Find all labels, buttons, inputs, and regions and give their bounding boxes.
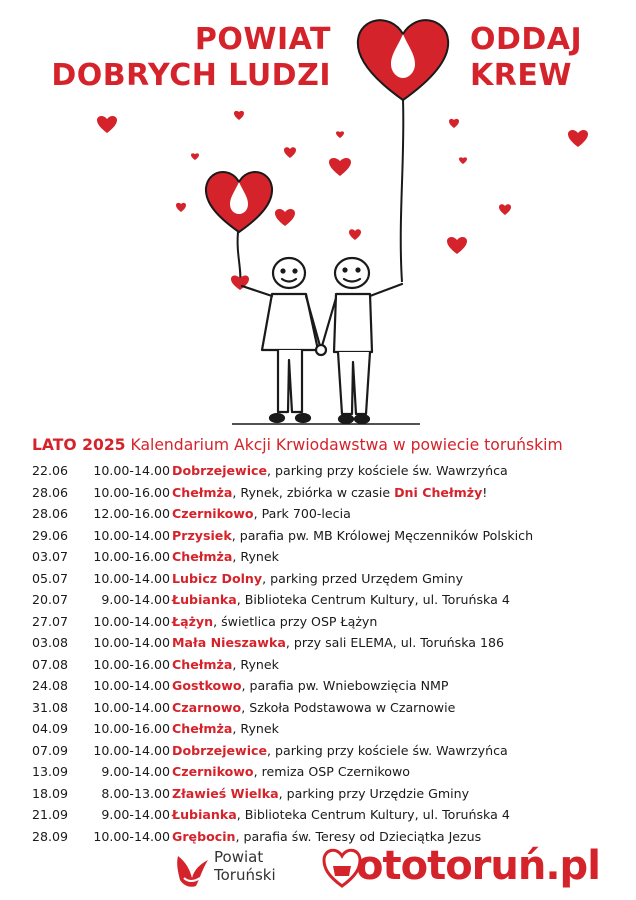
row-date: 31.08 [32,699,69,715]
row-description [172,675,448,697]
row-time: 9.00-14.00 [101,807,170,822]
row-date: 03.07 [32,549,69,564]
row-time: 10.00-16.00 [93,721,170,736]
schedule-row [32,546,622,568]
schedule-row [32,611,622,633]
schedule-row [32,783,622,805]
headline-left-line-2: DOBRYCH LUDZI [51,58,331,93]
row-description [172,718,279,740]
row-details: , Rynek [232,721,279,736]
row-description [172,804,510,826]
row-date: 22.06 [32,463,69,478]
row-time: 10.00-14.00 [93,699,170,715]
row-date: 29.06 [32,527,69,543]
headline-right-line-2: KREW [470,58,572,93]
schedule-row [32,697,622,719]
row-date: 07.09 [32,742,69,758]
row-details: , Rynek, zbiórka w czasie [232,484,395,500]
row-details: , Szkoła Podstawowa w Czarnowie [241,699,456,715]
row-date: 04.09 [32,721,69,736]
row-place: Gostkowo [172,678,242,693]
schedule-row [32,654,622,676]
row-date: 24.08 [32,678,69,693]
row-details: , Rynek [232,549,279,564]
row-details: , Park 700-lecia [253,506,351,521]
ototorun-logo-text: ototoruń.pl [356,843,600,889]
row-place: Mała Nieszawka [172,635,286,650]
row-place: Zławieś Wielka [172,785,279,801]
row-details: , parafia pw. MB Królowej Męczenników Polskich [231,527,534,543]
row-place: Łubianka [172,592,237,607]
row-place: Czernikowo [172,506,254,521]
row-date: 28.06 [32,506,69,521]
row-date: 03.08 [32,635,69,650]
figure-left [242,258,320,422]
row-description [172,546,279,568]
stick-figures-illustration [0,0,636,440]
row-time: 10.00-14.00 [93,570,170,586]
row-time: 10.00-14.00 [93,828,170,844]
logo1-line-1: Powiat [214,848,264,866]
row-description [172,503,351,525]
row-description [172,568,463,590]
powiat-torunski-logo [174,848,294,894]
row-event: Dni Chełmży [394,484,483,500]
row-place: Chełmża [172,549,233,564]
row-place: Czernikowo [172,764,254,779]
row-details: , parking przy Urzędzie Gminy [278,785,470,801]
row-details: , Biblioteka Centrum Kultury, ul. Toruńska 4 [236,807,510,822]
row-time: 9.00-14.00 [101,764,170,779]
row-time: 12.00-16.00 [93,506,170,521]
schedule-row [32,460,622,482]
row-details: , parafia św. Teresy od Dzieciątka Jezus [235,828,482,844]
row-place: Dobrzejewice [172,742,268,758]
schedule-row [32,589,622,611]
row-details: , parking przed Urzędem Gminy [262,570,464,586]
logo1-line-2: Toruński [214,866,276,884]
row-time: 10.00-14.00 [93,742,170,758]
schedule-row [32,568,622,590]
row-description [172,482,487,504]
row-description [172,525,533,547]
row-place: Lubicz Dolny [172,570,263,586]
row-description [172,761,410,783]
row-time: 10.00-14.00 [93,613,170,629]
row-description [172,611,377,633]
row-details: , parking przy kościele św. Wawrzyńca [267,742,508,758]
row-place: Chełmża [172,656,233,672]
eagle-logo-icon [174,848,210,894]
schedule-row [32,503,622,525]
row-description [172,654,279,676]
schedule-row [32,525,622,547]
row-details: , parafia pw. Wniebowzięcia NMP [241,678,449,693]
row-place: Chełmża [172,484,233,500]
row-date: 27.07 [32,613,69,629]
section-title-rest: Kalendarium Akcji Krwiodawstwa w powiecie toruńskim [125,436,563,454]
row-date: 28.09 [32,828,69,844]
row-description [172,460,508,482]
row-suffix: ! [482,484,488,500]
headline-left-line-1: POWIAT [194,22,331,57]
row-place: Łubianka [172,807,237,822]
row-details: , remiza OSP Czernikowo [253,764,410,779]
row-time: 10.00-16.00 [93,484,170,500]
row-description [172,740,508,762]
row-time: 10.00-14.00 [93,463,170,478]
row-place: Czarnowo [172,699,242,715]
schedule-list [32,460,622,847]
schedule-row [32,740,622,762]
row-place: Grębocin [172,828,236,844]
figure-right [322,258,402,423]
row-date: 13.09 [32,764,69,779]
big-balloon-string [401,100,404,282]
headline-right-line-1: ODDAJ [470,22,583,57]
row-time: 10.00-16.00 [93,656,170,672]
row-time: 10.00-14.00 [93,678,170,693]
schedule-row [32,718,622,740]
row-place: Łążyn [172,613,214,629]
schedule-row [32,482,622,504]
section-title [32,436,632,454]
row-date: 20.07 [32,592,69,607]
schedule-row [32,761,622,783]
row-time: 8.00-13.00 [101,785,170,801]
row-date: 28.06 [32,484,69,500]
row-details: , świetlica przy OSP Łążyn [213,613,378,629]
row-date: 05.07 [32,570,69,586]
row-time: 10.00-14.00 [93,635,170,650]
row-date: 21.09 [32,807,69,822]
schedule-row [32,632,622,654]
row-time: 10.00-16.00 [93,549,170,564]
section-title-season: LATO 2025 [32,436,126,454]
row-description [172,589,510,611]
ototorun-logo [322,840,622,896]
row-details: , parking przy kościele św. Wawrzyńca [267,463,508,478]
row-place: Dobrzejewice [172,463,268,478]
row-place: Przysiek [172,527,232,543]
heart-balloon-icon [206,172,272,232]
row-description [172,632,504,654]
row-description [172,697,455,719]
row-details: , Rynek [232,656,279,672]
schedule-row [32,675,622,697]
row-details: , Biblioteka Centrum Kultury, ul. Toruńska 4 [236,592,510,607]
row-place: Chełmża [172,721,233,736]
row-time: 9.00-14.00 [101,592,170,607]
row-description [172,783,469,805]
row-date: 07.08 [32,656,69,672]
row-details: , przy sali ELEMA, ul. Toruńska 186 [285,635,505,650]
schedule-row [32,804,622,826]
row-date: 18.09 [32,785,69,801]
heart-balloon-icon [358,20,448,100]
row-time: 10.00-14.00 [93,527,170,543]
